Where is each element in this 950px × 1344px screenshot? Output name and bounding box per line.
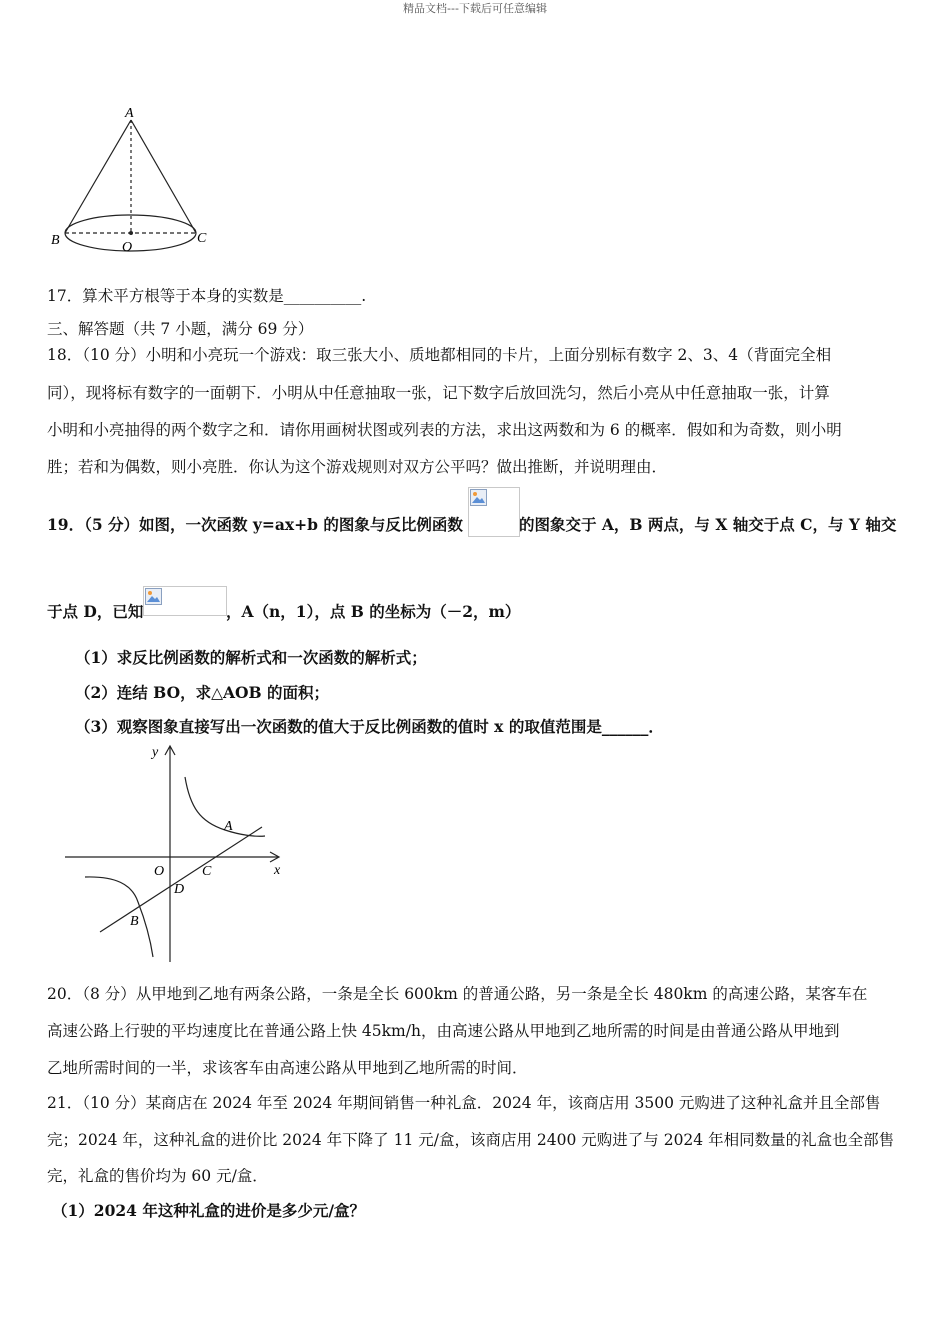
- cone-label-o: O: [122, 240, 133, 255]
- cone-center-dot: [129, 231, 133, 235]
- question-19-line-2-start: 于点 D，已知: [47, 602, 144, 621]
- hyperbola-branch-lower: [85, 877, 153, 957]
- question-18-line-4: 胜；若和为偶数，则小亮胜．你认为这个游戏规则对双方公平吗？做出推断，并说明理由．: [47, 458, 668, 476]
- linear-function-line: [100, 827, 262, 932]
- question-20-line-3: 乙地所需时间的一半，求该客车由高速公路从甲地到乙地所需的时间．: [47, 1059, 528, 1077]
- question-19-part-3: （3）观察图象直接写出一次函数的值大于反比例函数的值时 x 的取值范围是______．: [75, 717, 664, 736]
- question-19-line-1-end: 的图象交于 A，B 两点，与 X 轴交于点 C，与 Y 轴交: [519, 515, 897, 534]
- label-y: y: [152, 745, 159, 760]
- question-21-line-2: 完；2024 年，这种礼盒的进价比 2024 年下降了 11 元/盒，该商店用 2400 元购进了与 2024 年相同数量的礼盒也全部售: [47, 1131, 895, 1149]
- formula-image-placeholder: [468, 487, 520, 537]
- cone-figure: [45, 100, 220, 260]
- question-19-part-2: （2）连结 BO，求△AOB 的面积；: [75, 683, 330, 702]
- page-header: 精品文档---下载后可任意编辑: [403, 2, 547, 15]
- label-b: B: [130, 914, 139, 929]
- question-18-line-2: 同），现将标有数字的一面朝下．小明从中任意抽取一张，记下数字后放回洗匀，然后小亮从中任意抽取一张，计算: [47, 384, 830, 402]
- question-19-line-1-start: 19．（5 分）如图，一次函数 y=ax+b 的图象与反比例函数: [47, 515, 463, 534]
- question-17: 17．算术平方根等于本身的实数是__________.: [47, 287, 367, 305]
- function-graph: [60, 742, 290, 967]
- cone-label-b: B: [51, 233, 60, 248]
- cone-label-c: C: [197, 231, 207, 246]
- label-x: x: [274, 863, 281, 878]
- question-18-line-3: 小明和小亮抽得的两个数字之和．请你用画树状图或列表的方法，求出这两数和为 6 的概率．假如和为奇数，则小明: [47, 421, 842, 439]
- question-18-line-1: 18．（10 分）小明和小亮玩一个游戏：取三张大小、质地都相同的卡片，上面分别标有数字 2、3、4（背面完全相: [47, 346, 832, 364]
- question-20-line-1: 20．（8 分）从甲地到乙地有两条公路，一条是全长 600km 的普通公路，另一条是全长 480km 的高速公路，某客车在: [47, 985, 868, 1003]
- broken-image-icon: [145, 588, 162, 605]
- cone-left-edge: [65, 120, 131, 233]
- label-c: C: [202, 864, 212, 879]
- label-origin: O: [154, 864, 165, 879]
- broken-image-icon: [470, 489, 487, 506]
- label-a: A: [224, 819, 233, 834]
- question-21-line-3: 完，礼盒的售价均为 60 元/盒．: [47, 1167, 268, 1185]
- question-20-line-2: 高速公路上行驶的平均速度比在普通公路上快 45km/h，由高速公路从甲地到乙地所需的时间是由普通公路从甲地到: [47, 1022, 840, 1040]
- question-21-line-1: 21．（10 分）某商店在 2024 年至 2024 年期间销售一种礼盒．2024 年，该商店用 3500 元购进了这种礼盒并且全部售: [47, 1094, 881, 1112]
- section-3-title: 三、解答题（共 7 小题，满分 69 分）: [47, 320, 314, 338]
- condition-image-placeholder: [143, 586, 227, 616]
- question-19-part-1: （1）求反比例函数的解析式和一次函数的解析式；: [75, 648, 427, 667]
- question-19-line-2-end: ，A（n，1），点 B 的坐标为（－2，m）: [226, 602, 521, 621]
- cone-right-edge: [131, 120, 196, 233]
- cone-label-a: A: [125, 106, 134, 121]
- question-21-part-1: （1）2024 年这种礼盒的进价是多少元/盒？: [52, 1201, 365, 1220]
- label-d: D: [174, 882, 185, 897]
